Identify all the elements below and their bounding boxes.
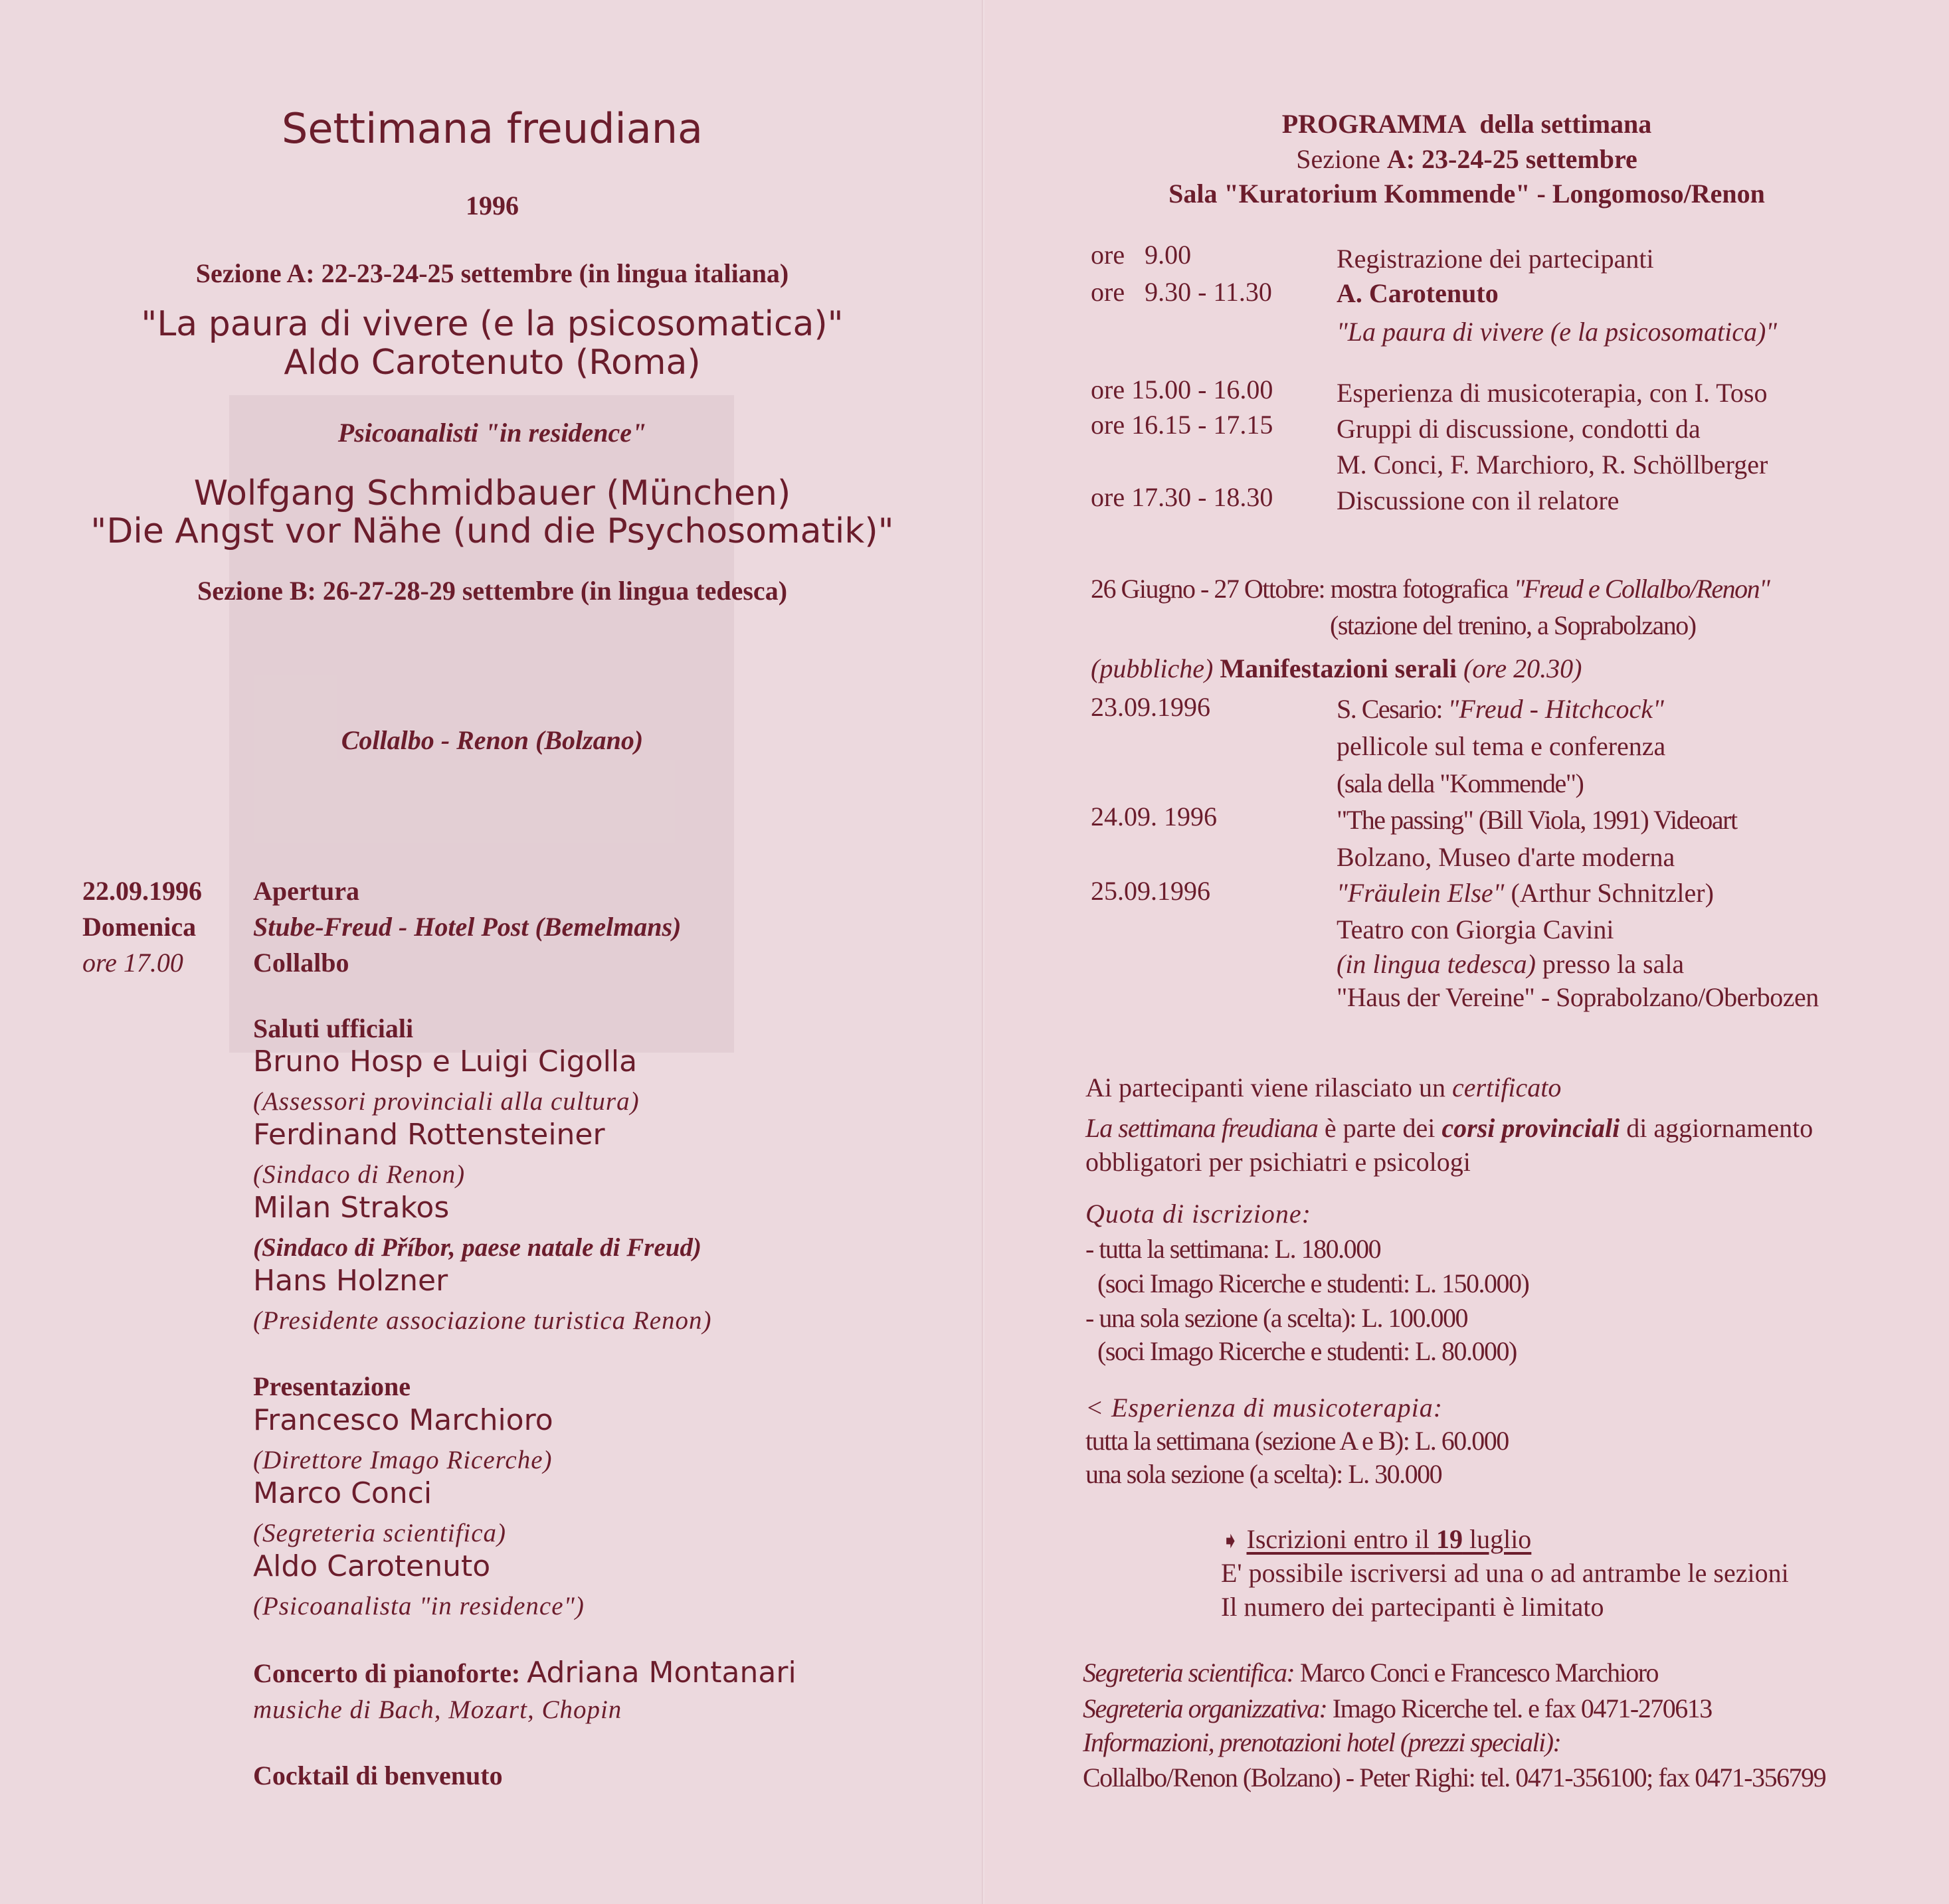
talk-it-speaker: Aldo Carotenuto (Roma) [284,343,701,383]
program-section-b: A: 23-24-25 settembre [1386,144,1637,174]
talk-de-speaker: Wolfgang Schmidbauer (München) [193,474,791,513]
venue: Collalbo - Renon (Bolzano) [341,725,644,755]
residence-label: Psicoanalisti "in residence" [337,418,647,448]
schedule-text: Esperienza di musicoterapia, con I. Toso [1337,378,1768,408]
schedule-text: A. Carotenuto [1337,278,1499,308]
program-heading-b: della settimana [1479,109,1652,139]
event-text: Teatro con Giorgia Cavini [1337,914,1614,944]
event-line [1337,695,1664,724]
event-line [1337,879,1714,908]
opening-title: Apertura [253,876,359,906]
courses-bold: corsi provinciali [1441,1113,1620,1143]
contact-line [1083,1763,1825,1792]
evenings-heading-line [1091,654,1582,683]
event-title: "Fräulein Else" [1337,878,1505,908]
fees-heading: Quota di iscrizione: [1085,1199,1311,1229]
fee-line: - tutta la settimana: L. 180.000 [1085,1234,1381,1264]
schedule-time: ore 17.30 - 18.30 [1091,482,1273,512]
greeting-role: (Assessori provinciali alla cultura) [253,1087,640,1116]
music-line: tutta la settimana (sezione A e B): L. 60.000 [1085,1426,1509,1456]
deadline-line [1221,1525,1531,1554]
program-section [984,145,1949,174]
contact-line [1083,1728,1560,1757]
concert-separator: : [511,1658,527,1688]
schedule-time: ore 15.00 - 16.00 [1091,375,1273,404]
fee-line: (soci Imago Ricerche e studenti: L. 150.000) [1097,1268,1529,1298]
presenter-name: Marco Conci [253,1476,432,1510]
presenter-name: Francesco Marchioro [253,1403,553,1437]
presenter-role: (Segreteria scientifica) [253,1519,507,1547]
contact-line [1083,1694,1712,1723]
greeting-name: Hans Holzner [253,1264,448,1298]
deadline-month: luglio [1462,1524,1532,1554]
contact-label: Segreteria organizzativa: [1083,1693,1327,1723]
schedule-time: ore 16.15 - 17.15 [1091,410,1273,440]
event-title: "Freud - Hitchcock" [1447,694,1664,724]
registration-line: E' possibile iscriversi ad una o ad antrambe le sezioni [1221,1558,1789,1588]
page-title: Settimana freudiana [282,104,703,153]
right-page [984,0,1949,1904]
opening-date: 22.09.1996 [82,876,202,906]
section-b-dates: 26-27-28-29 [322,576,456,606]
contact-label: Segreteria scientifica: [1083,1658,1295,1688]
talk-it-title: "La paura di vivere (e la psicosomatica)" [141,304,844,344]
greeting-role: (Presidente associazione turistica Renon) [253,1306,712,1335]
program-venue: Sala "Kuratorium Kommende" - Longomoso/Renon [1168,179,1765,209]
presenter-role: (Direttore Imago Ricerche) [253,1446,553,1474]
registration-limit: Il numero dei partecipanti è limitato [1221,1592,1604,1622]
exhibition-line [1091,574,1769,604]
certificate-word: certificato [1452,1073,1562,1102]
event-language: (in lingua tedesca) [1337,949,1536,979]
music-line: una sola sezione (a scelta): L. 30.000 [1085,1459,1442,1489]
event-text: "The passing" (Bill Viola, 1991) Videoart [1337,805,1737,835]
event-text: presso la sala [1535,949,1685,979]
exhibition-place: (stazione del trenino, a Soprabolzano) [1330,610,1696,640]
program-section-a: Sezione [1296,144,1387,174]
opening-place: Stube-Freud - Hotel Post (Bemelmans) [253,912,682,942]
arrow-icon: ➧ [1221,1527,1240,1554]
deadline-text [1247,1524,1532,1554]
greeting-role: (Sindaco di Příbor, paese natale di Freud) [253,1233,701,1262]
section-a-label: Sezione A: [195,258,315,288]
schedule-text: Registrazione dei partecipanti [1337,244,1654,274]
fee-line: - una sola sezione (a scelta): L. 100.000 [1085,1303,1467,1333]
courses-text: è parte dei [1317,1113,1442,1143]
concert-line [253,1657,796,1689]
exhibition-dates: 26 Giugno - 27 Ottobre: mostra fotografica [1091,574,1514,604]
schedule-time: ore 9.00 [1091,240,1192,270]
greeting-name: Milan Strakos [253,1191,450,1225]
year: 1996 [466,191,519,220]
section-b-label: Sezione B: [197,576,316,606]
event-text: (Arthur Schnitzler) [1504,878,1714,908]
courses-name: La settimana freudiana [1085,1113,1318,1143]
evenings-prefix: (pubbliche) [1091,653,1214,683]
event-text: pellicole sul tema e conferenza [1337,731,1666,761]
event-text: "Haus der Vereine" - Soprabolzano/Oberbozen [1337,982,1819,1012]
section-b-rest: settembre (in lingua tedesca) [462,576,788,606]
schedule-sub: "La paura di vivere (e la psicosomatica)" [1337,317,1778,347]
greeting-role: (Sindaco di Renon) [253,1160,466,1189]
evenings-time: (ore 20.30) [1463,653,1582,683]
concert-program: musiche di Bach, Mozart, Chopin [253,1695,622,1724]
cocktail: Cocktail di benvenuto [253,1761,503,1790]
event-date: 25.09.1996 [1091,876,1210,906]
certificate-line [1085,1073,1561,1102]
contact-label: Informazioni, prenotazioni hotel (prezzi speciali): [1083,1727,1561,1757]
greetings-heading: Saluti ufficiali [253,1013,414,1043]
section-a-line [0,259,984,288]
concert-label: Concerto di pianoforte [253,1658,511,1688]
contact-line [1083,1658,1658,1688]
opening-weekday: Domenica [82,912,197,942]
concert-performer: Adriana Montanari [527,1656,796,1689]
section-b-line [0,576,984,606]
evenings-heading: Manifestazioni serali [1220,653,1457,683]
opening-town: Collalbo [253,948,349,978]
courses-line2: obbligatori per psichiatri e psicologi [1085,1147,1471,1177]
contact-value: Marco Conci e Francesco Marchioro [1294,1658,1659,1688]
schedule-time: ore 9.30 - 11.30 [1091,277,1272,307]
courses-text-end: di aggiornamento [1620,1113,1813,1143]
opening-time: ore 17.00 [82,948,183,978]
schedule-sub: M. Conci, F. Marchioro, R. Schöllberger [1337,450,1768,479]
exhibition-title: "Freud e Collalbo/Renon" [1513,574,1770,604]
courses-line [1085,1114,1813,1143]
event-line [1337,950,1684,979]
presenter-name: Aldo Carotenuto [253,1549,491,1583]
greeting-name: Bruno Hosp e Luigi Cigolla [253,1045,638,1079]
section-a-dates: 22-23-24-25 [321,258,454,288]
contact-value: Collalbo/Renon (Bolzano) - Peter Righi: tel. 0471-356100; fax 0471-356799 [1083,1763,1826,1792]
event-text: S. Cesario: [1337,694,1448,724]
talk-de-title: "Die Angst vor Nähe (und die Psychosomatik)" [90,511,894,551]
event-date: 24.09. 1996 [1091,802,1217,831]
greeting-name: Ferdinand Rottensteiner [253,1118,605,1152]
deadline-a: Iscrizioni entro il [1246,1524,1436,1554]
deadline-day: 19 [1436,1524,1463,1554]
schedule-text: Gruppi di discussione, condotti da [1337,414,1701,444]
fee-line: (soci Imago Ricerche e studenti: L. 80.000) [1097,1336,1517,1366]
presenter-role: (Psicoanalista "in residence") [253,1592,585,1620]
section-a-rest: settembre (in lingua italiana) [460,258,789,288]
program-heading [984,110,1949,139]
program-heading-a: PROGRAMMA [1281,109,1467,139]
event-text: Bolzano, Museo d'arte moderna [1337,842,1675,872]
music-heading: < Esperienza di musicoterapia: [1085,1393,1443,1423]
event-text: (sala della "Kommende") [1337,768,1584,798]
presentation-heading: Presentazione [253,1371,411,1401]
event-date: 23.09.1996 [1091,692,1210,722]
contact-value: Imago Ricerche tel. e fax 0471-270613 [1327,1693,1712,1723]
certificate-text: Ai partecipanti viene rilasciato un [1085,1073,1453,1102]
schedule-text: Discussione con il relatore [1337,485,1620,515]
